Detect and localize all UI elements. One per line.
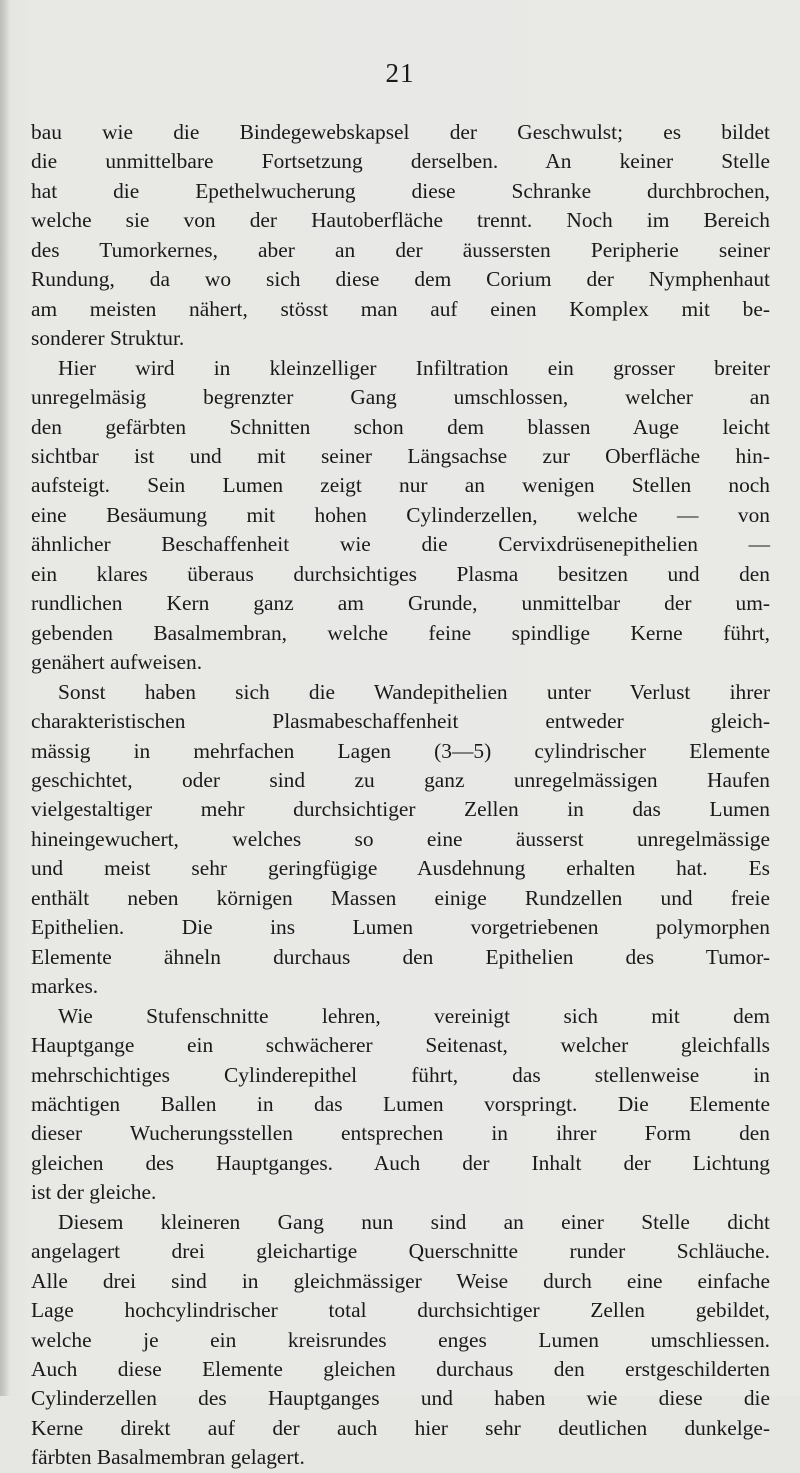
text-line: genähert aufweisen. bbox=[31, 650, 203, 675]
text-line: rundlichen Kern ganz am Grunde, unmittelbar der um- bbox=[31, 591, 770, 616]
text-line: die unmittelbare Fortsetzung derselben. An keiner Stelle bbox=[31, 149, 770, 174]
text-line: aufsteigt. Sein Lumen zeigt nur an wenigen Stellen noch bbox=[31, 473, 770, 498]
text-line: Auch diese Elemente gleichen durchaus den erstgeschilderten bbox=[31, 1357, 770, 1382]
text-line: sonderer Struktur. bbox=[31, 326, 185, 351]
text-line: am meisten nähert, stösst man auf einen Komplex mit be- bbox=[31, 296, 770, 321]
text-line: ein klares überaus durchsichtiges Plasma besitzen und den bbox=[31, 561, 770, 586]
text-line: Hauptgange ein schwächerer Seitenast, welcher gleichfalls bbox=[31, 1033, 770, 1058]
text-line: färbten Basalmembran gelagert. bbox=[31, 1445, 305, 1470]
text-line: charakteristischen Plasmabeschaffenheit entweder gleich- bbox=[31, 709, 770, 734]
text-line: sichtbar ist und mit seiner Längsachse zur Oberfläche hin- bbox=[31, 443, 770, 468]
text-line: Diesem kleineren Gang nun sind an einer Stelle dicht bbox=[58, 1209, 770, 1234]
text-line: gleichen des Hauptganges. Auch der Inhalt der Lichtung bbox=[31, 1150, 770, 1175]
text-line: mässig in mehrfachen Lagen (3—5) cylindrischer Elemente bbox=[31, 738, 770, 763]
text-line: Cylinderzellen des Hauptganges und haben wie diese die bbox=[31, 1386, 770, 1411]
body-text bbox=[31, 118, 770, 1473]
text-line: Hier wird in kleinzelliger Infiltration ein grosser breiter bbox=[58, 355, 770, 380]
text-line: gebenden Basalmembran, welche feine spindlige Kerne führt, bbox=[31, 620, 770, 645]
paragraph bbox=[31, 354, 770, 678]
text-line: welche je ein kreisrundes enges Lumen umschliessen. bbox=[31, 1327, 770, 1352]
text-line: eine Besäumung mit hohen Cylinderzellen, welche — von bbox=[31, 502, 770, 527]
text-line: mächtigen Ballen in das Lumen vorspringt. Die Elemente bbox=[31, 1091, 770, 1116]
text-line: unregelmäsig begrenzter Gang umschlossen, welcher an bbox=[31, 385, 770, 410]
paragraph bbox=[31, 678, 770, 1002]
text-line: Elemente ähneln durchaus den Epithelien des Tumor- bbox=[31, 944, 770, 969]
paragraph bbox=[31, 1002, 770, 1208]
text-line: welche sie von der Hautoberfläche trennt. Noch im Bereich bbox=[31, 208, 770, 233]
text-line: den gefärbten Schnitten schon dem blassen Auge leicht bbox=[31, 414, 770, 439]
text-line: Alle drei sind in gleichmässiger Weise durch eine einfache bbox=[31, 1268, 770, 1293]
text-line: Kerne direkt auf der auch hier sehr deutlichen dunkelge- bbox=[31, 1415, 770, 1440]
text-line: ähnlicher Beschaffenheit wie die Cervixdrüsenepithelien — bbox=[31, 532, 770, 557]
text-line: Wie Stufenschnitte lehren, vereinigt sich mit dem bbox=[58, 1003, 770, 1028]
page-gutter-shadow bbox=[0, 0, 10, 1396]
paragraph bbox=[31, 118, 770, 354]
text-line: hat die Epethelwucherung diese Schranke durchbrochen, bbox=[31, 178, 770, 203]
text-line: markes. bbox=[31, 974, 99, 999]
text-line: enthält neben körnigen Massen einige Rundzellen und freie bbox=[31, 885, 770, 910]
text-line: Rundung, da wo sich diese dem Corium der Nymphenhaut bbox=[31, 267, 770, 292]
text-line: mehrschichtiges Cylinderepithel führt, das stellenweise in bbox=[31, 1062, 770, 1087]
paragraph bbox=[31, 1208, 770, 1473]
text-line: angelagert drei gleichartige Querschnitte runder Schläuche. bbox=[31, 1239, 770, 1264]
text-line: Lage hochcylindrischer total durchsichtiger Zellen gebildet, bbox=[31, 1298, 770, 1323]
text-line: ist der gleiche. bbox=[31, 1180, 157, 1205]
text-line: geschichtet, oder sind zu ganz unregelmässigen Haufen bbox=[31, 767, 770, 792]
text-line: vielgestaltiger mehr durchsichtiger Zellen in das Lumen bbox=[31, 797, 770, 822]
text-line: dieser Wucherungsstellen entsprechen in ihrer Form den bbox=[31, 1121, 770, 1146]
text-line: des Tumorkernes, aber an der äussersten Peripherie seiner bbox=[31, 237, 770, 262]
text-line: hineingewuchert, welches so eine äusserst unregelmässige bbox=[31, 826, 770, 851]
text-line: Epithelien. Die ins Lumen vorgetriebenen polymorphen bbox=[31, 915, 770, 940]
page-number: 21 bbox=[385, 58, 415, 88]
text-line: und meist sehr geringfügige Ausdehnung erhalten hat. Es bbox=[31, 856, 770, 881]
text-line: Sonst haben sich die Wandepithelien unter Verlust ihrer bbox=[58, 679, 770, 704]
text-line: bau wie die Bindegewebskapsel der Geschwulst; es bildet bbox=[31, 120, 770, 144]
